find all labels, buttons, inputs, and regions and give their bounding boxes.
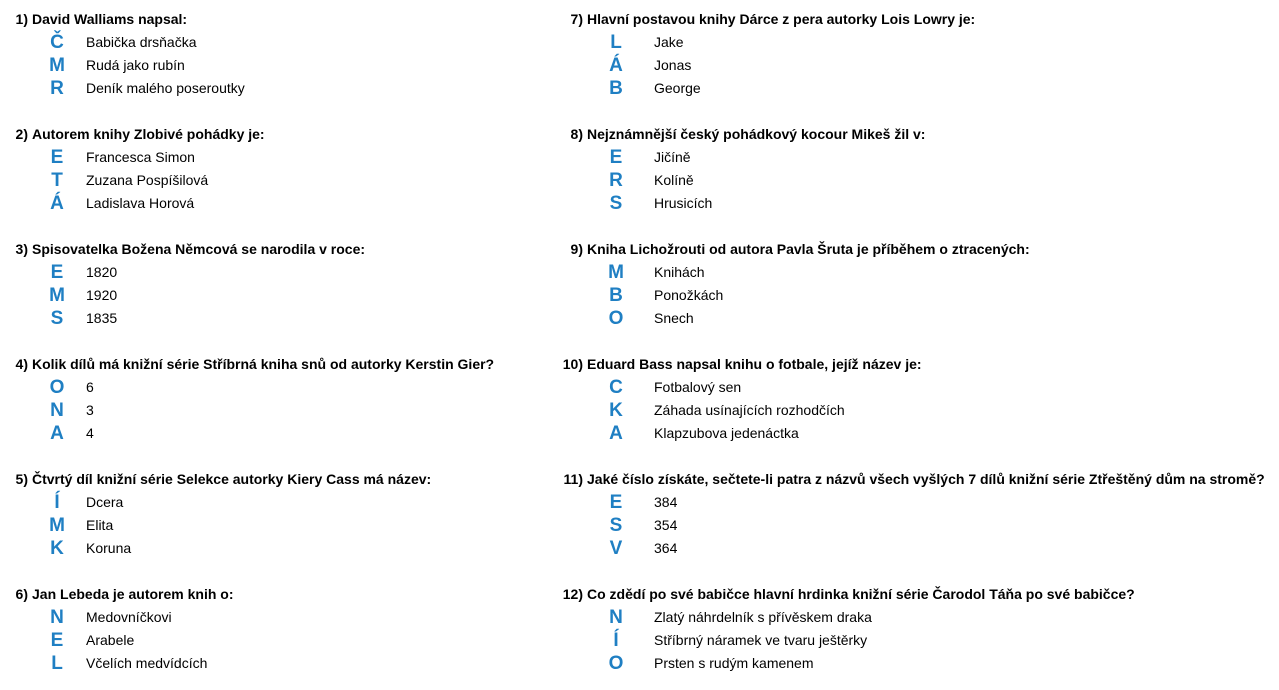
question-title [558,470,1265,488]
question-text: Jan Lebeda je autorem knih o: [32,586,234,602]
answer-option [0,514,560,537]
answer-text: Elita [86,517,114,533]
question-number: 6) [15,586,28,602]
question-text: Hlavní postavou knihy Dárce z pera autorky Lois Lowry je: [587,11,976,27]
answer-text: Kolíně [654,172,694,188]
question-7 [548,0,1279,115]
question-number: 3) [15,241,28,257]
question-title [14,10,187,28]
question-text: Kniha Lichožrouti od autora Pavla Šruta je příběhem o ztracených: [587,241,1030,257]
answer-option [548,284,1279,307]
answer-option [0,307,560,330]
answer-letter: L [51,653,63,674]
question-title [558,10,975,28]
answer-text: Ladislava Horová [86,195,195,211]
answer-option [0,399,560,422]
question-text: Autorem knihy Zlobivé pohádky je: [32,126,265,142]
answer-text: 4 [86,425,94,441]
answer-letter: K [50,538,64,559]
answer-option [548,491,1279,514]
answer-letter: N [609,607,623,628]
answer-letter: S [609,515,623,536]
answer-letter: E [50,630,64,651]
answer-text: Klapzubova jedenáctka [654,425,799,441]
answer-list [0,491,560,560]
answer-letter: E [50,262,64,283]
answer-letter: C [609,377,623,398]
answer-text: 384 [654,494,678,510]
answer-text: 1820 [86,264,118,280]
question-title [14,585,234,603]
question-title [558,240,1030,258]
answer-option [548,146,1279,169]
question-text: Čtvrtý díl knižní série Selekce autorky Kiery Cass má název: [32,471,432,487]
question-1 [0,0,560,115]
answer-list [548,261,1279,330]
answer-option [548,652,1279,675]
answer-text: Fotbalový sen [654,379,742,395]
answer-text: Babička drsňačka [86,34,197,50]
answer-text: Prsten s rudým kamenem [654,655,814,671]
answer-option [548,537,1279,560]
answer-letter: O [608,308,624,329]
question-title [558,355,922,373]
answer-text: 1920 [86,287,118,303]
answer-option [0,169,560,192]
answer-option [548,192,1279,215]
answer-option [548,629,1279,652]
answer-text: 354 [654,517,678,533]
question-9 [548,230,1279,345]
answer-text: Medovníčkovi [86,609,172,625]
answer-option [548,606,1279,629]
answer-text: Arabele [86,632,135,648]
question-title [558,125,925,143]
question-number: 9) [570,241,583,257]
question-number: 8) [570,126,583,142]
answer-option [548,376,1279,399]
answer-text: Hrusicích [654,195,713,211]
answer-letter: Í [54,492,60,513]
answer-option [0,422,560,445]
answer-text: Zuzana Pospíšilová [86,172,209,188]
answer-letter: S [609,193,623,214]
answer-letter: E [50,147,64,168]
answer-letter: B [609,78,623,99]
answer-text: Zlatý náhrdelník s přívěskem draka [654,609,872,625]
question-text: Spisovatelka Božena Němcová se narodila v roce: [32,241,366,257]
question-number: 5) [15,471,28,487]
question-title [14,355,494,373]
answer-option [548,514,1279,537]
question-text: David Walliams napsal: [32,11,188,27]
answer-text: Koruna [86,540,132,556]
answer-option [0,537,560,560]
answer-option [0,31,560,54]
answer-option [548,399,1279,422]
answer-list [0,31,560,100]
answer-letter: A [50,423,64,444]
answer-text: Deník malého poseroutky [86,80,245,96]
answer-option [548,54,1279,77]
answer-option [0,146,560,169]
answer-text: Jonas [654,57,692,73]
answer-letter: M [49,285,65,306]
answer-list [0,376,560,445]
answer-text: Knihách [654,264,705,280]
answer-list [0,146,560,215]
answer-letter: E [609,147,623,168]
question-title [14,240,365,258]
answer-option [0,376,560,399]
answer-list [548,31,1279,100]
answer-text: Rudá jako rubín [86,57,185,73]
answer-text: 1835 [86,310,118,326]
answer-letter: M [49,55,65,76]
answer-text: Jake [654,34,684,50]
answer-option [548,169,1279,192]
answer-text: Jičíně [654,149,691,165]
left-column [0,0,560,688]
answer-text: Ponožkách [654,287,724,303]
answer-letter: Á [609,55,623,76]
answer-list [0,261,560,330]
answer-letter: T [51,170,63,191]
answer-letter: S [50,308,64,329]
answer-letter: V [609,538,623,559]
question-text: Co zdědí po své babičce hlavní hrdinka knižní série Čarodol Táňa po své babičce? [587,586,1135,602]
answer-text: Včelích medvídcích [86,655,208,671]
question-number: 7) [570,11,583,27]
answer-letter: R [50,78,64,99]
answer-text: Záhada usínajících rozhodčích [654,402,845,418]
answer-list [0,606,560,675]
question-text: Eduard Bass napsal knihu o fotbale, jejíž název je: [587,356,922,372]
answer-letter: K [609,400,623,421]
question-number: 12) [562,586,583,602]
answer-option [0,652,560,675]
answer-letter: R [609,170,623,191]
answer-letter: Á [50,193,64,214]
question-title [558,585,1135,603]
answer-letter: B [609,285,623,306]
answer-text: Snech [654,310,694,326]
answer-letter: O [49,377,65,398]
answer-text: 364 [654,540,678,556]
answer-option [0,491,560,514]
question-5 [0,460,560,575]
answer-letter: M [608,262,624,283]
question-6 [0,575,560,690]
answer-option [0,629,560,652]
answer-option [0,284,560,307]
answer-text: Francesca Simon [86,149,195,165]
answer-letter: Č [50,32,64,53]
answer-option [548,307,1279,330]
answer-list [548,606,1279,675]
answer-option [0,54,560,77]
question-text: Jaké číslo získáte, sečtete-li patra z názvů všech vyšlých 7 dílů knižní série Ztřeštěný dům na stromě? [587,471,1265,487]
answer-letter: N [50,607,64,628]
answer-option [0,192,560,215]
question-10 [548,345,1279,460]
answer-text: Stříbrný náramek ve tvaru ještěrky [654,632,868,648]
answer-letter: Í [613,630,619,651]
answer-letter: N [50,400,64,421]
answer-letter: E [609,492,623,513]
question-title [14,125,265,143]
answer-list [548,491,1279,560]
question-number: 11) [563,471,583,487]
question-3 [0,230,560,345]
answer-text: 3 [86,402,94,418]
answer-option [0,77,560,100]
question-number: 2) [15,126,28,142]
answer-text: 6 [86,379,94,395]
answer-option [548,422,1279,445]
question-number: 4) [15,356,28,372]
answer-letter: M [49,515,65,536]
question-title [14,470,431,488]
answer-list [548,146,1279,215]
question-4 [0,345,560,460]
answer-option [0,261,560,284]
answer-letter: L [610,32,622,53]
question-11 [548,460,1279,575]
answer-list [548,376,1279,445]
answer-option [0,606,560,629]
answer-letter: O [608,653,624,674]
answer-text: George [654,80,701,96]
question-text: Nejznámnější český pohádkový kocour Mikeš žil v: [587,126,926,142]
question-8 [548,115,1279,230]
answer-text: Dcera [86,494,124,510]
question-text: Kolik dílů má knižní série Stříbrná kniha snů od autorky Kerstin Gier? [32,356,495,372]
question-number: 10) [562,356,583,372]
answer-option [548,261,1279,284]
answer-letter: A [609,423,623,444]
answer-option [548,77,1279,100]
right-column [548,0,1279,688]
question-12 [548,575,1279,690]
answer-option [548,31,1279,54]
question-2 [0,115,560,230]
question-number: 1) [15,11,28,27]
